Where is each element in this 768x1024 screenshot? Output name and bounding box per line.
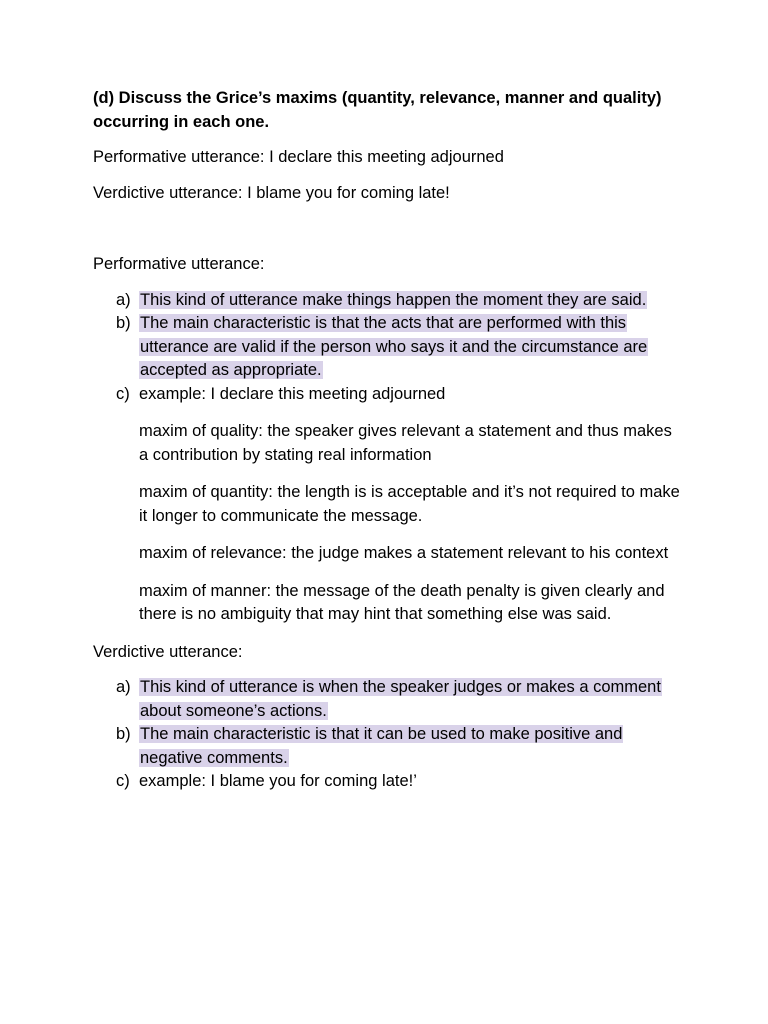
list-marker: c) (116, 772, 130, 790)
list-marker: b) (116, 314, 131, 332)
intro-performative: Performative utterance: I declare this meeting adjourned (93, 148, 504, 166)
highlighted-text: The main characteristic is that it can be used to make positive and negative comments. (140, 725, 623, 767)
list-marker: a) (116, 678, 131, 696)
maxim-quantity: maxim of quantity: the length is is acceptable and it’s not required to make it longer to communicate the message. (139, 483, 680, 525)
verdictive-section-title: Verdictive utterance: (93, 642, 243, 661)
highlighted-text: The main characteristic is that the acts that are performed with this utterance are valid if the person who says it and the circumstance are accepted as appropriate. (140, 314, 648, 379)
performative-list (93, 289, 683, 407)
highlighted-text: This kind of utterance is when the speaker judges or makes a comment about someone’s actions. (140, 678, 661, 720)
list-item (93, 312, 683, 383)
intro-verdictive: Verdictive utterance: I blame you for coming late! (93, 183, 450, 202)
performative-section-title: Performative utterance: (93, 255, 265, 273)
list-item (93, 770, 683, 794)
list-text: example: I declare this meeting adjourned (139, 384, 446, 403)
list-item (93, 676, 683, 723)
list-item (93, 289, 683, 313)
question-heading: (d) Discuss the Grice’s maxims (quantity, relevance, manner and quality) occurring in each one. (93, 89, 662, 131)
maxim-manner: maxim of manner: the message of the death penalty is given clearly and there is no ambiguity that may hint that something else was said. (139, 581, 665, 623)
list-text: example: I blame you for coming late!’ (139, 772, 417, 790)
document-page (93, 86, 683, 794)
maxim-quality: maxim of quality: the speaker gives relevant a statement and thus makes a contribution by stating real information (139, 422, 672, 464)
maxim-relevance: maxim of relevance: the judge makes a statement relevant to his context (139, 544, 669, 562)
list-marker: c) (116, 384, 130, 403)
verdictive-list (93, 676, 683, 794)
list-item (93, 723, 683, 770)
highlighted-text: This kind of utterance make things happen the moment they are said. (140, 290, 647, 309)
list-marker: a) (116, 290, 131, 309)
list-item (93, 383, 683, 407)
list-marker: b) (116, 725, 131, 743)
